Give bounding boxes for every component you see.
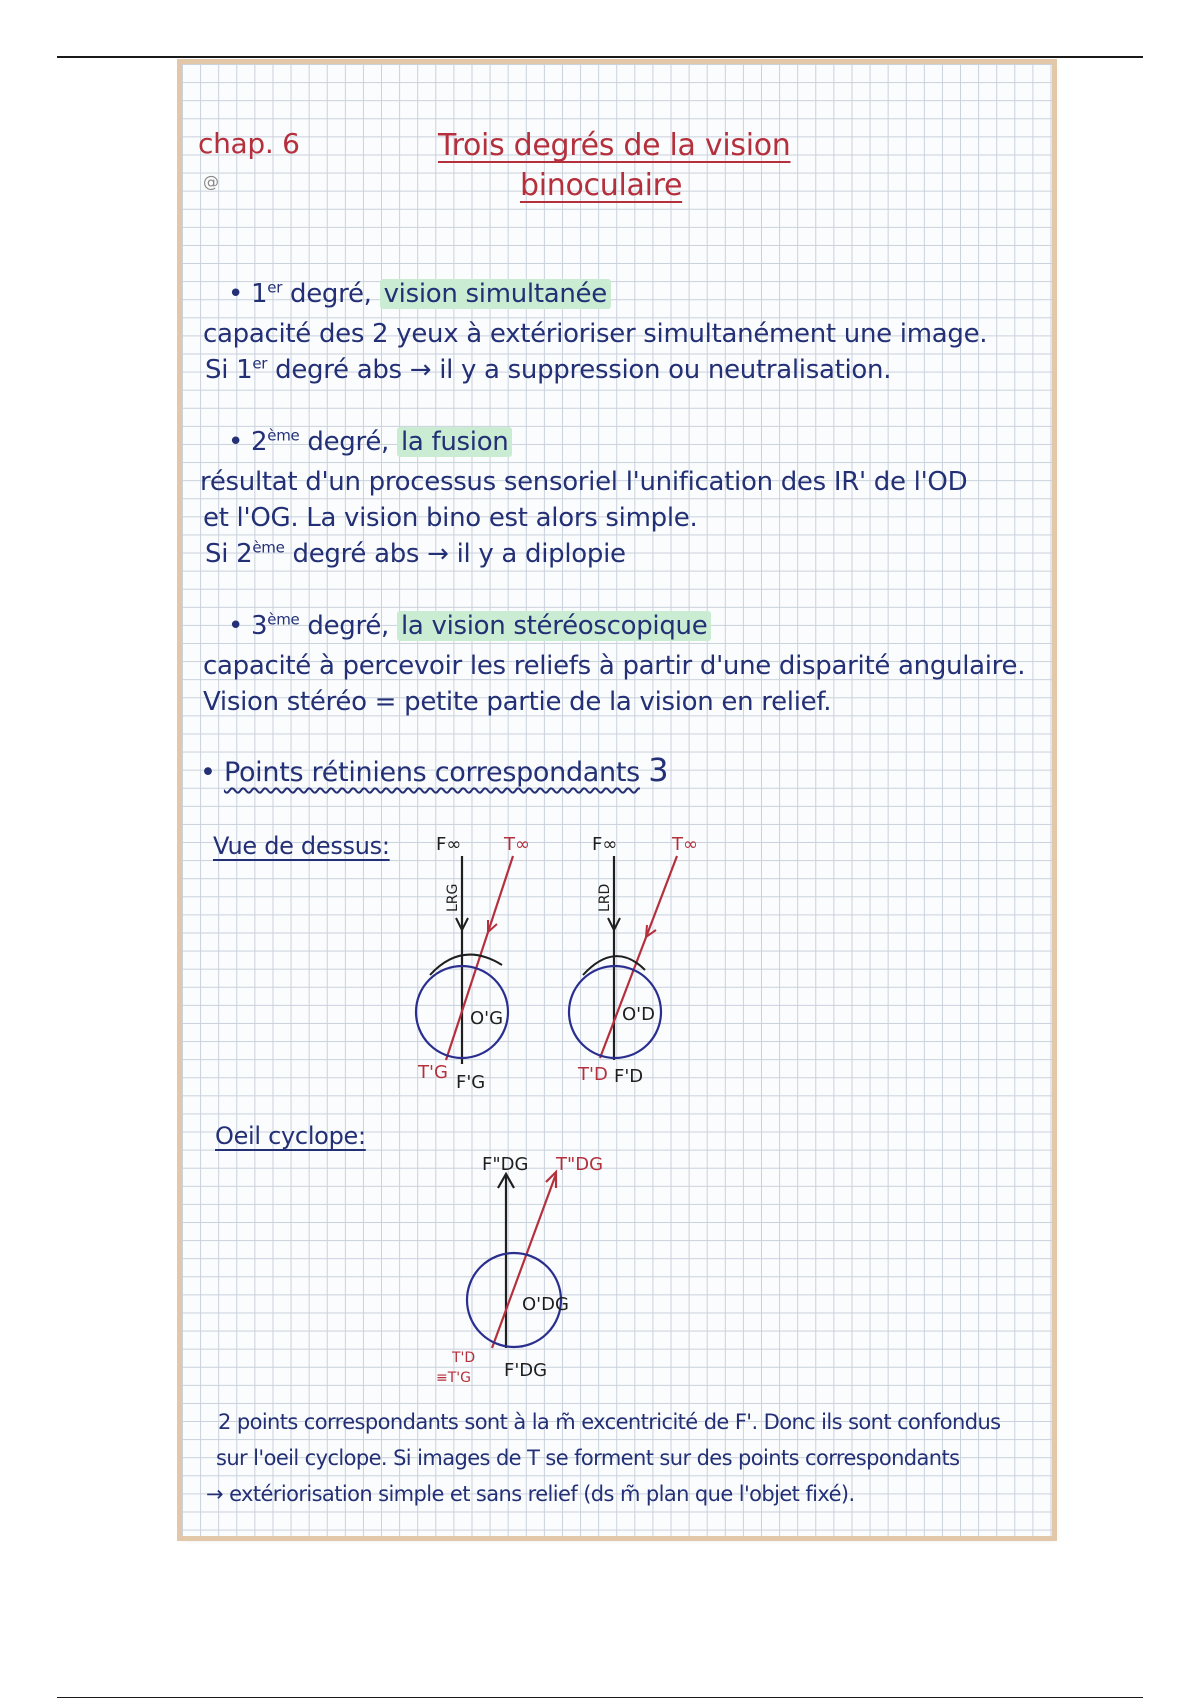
degree1-number: 1: [251, 279, 268, 309]
right-eye-f-inf: F∞: [592, 834, 618, 855]
right-eye-center-label: O'D: [622, 1004, 655, 1025]
chapter-label: chap. 6: [198, 127, 300, 160]
left-eye-center-label: O'G: [470, 1008, 504, 1029]
top-view-label: Vue de dessus:: [213, 832, 390, 860]
degree3-line2: Vision stéréo = petite partie de la vision en relief.: [203, 687, 832, 717]
degree2-sup: ème: [267, 426, 300, 445]
degree1-word: degré,: [290, 279, 372, 309]
section-title: Points rétiniens correspondants: [223, 757, 640, 788]
degree3-highlight: la vision stéréoscopique: [397, 611, 711, 641]
page-bottom-rule: [57, 1697, 1143, 1698]
degree1-highlight: vision simultanée: [380, 279, 611, 309]
degree2-word: degré,: [307, 427, 389, 457]
cyclope-label: Oeil cyclope:: [215, 1122, 366, 1150]
cyclope-t-bottom-1: T'D: [452, 1350, 476, 1366]
degree1-line2: Si 1er degré abs → il y a suppression ou neutralisation.: [205, 354, 892, 385]
cyclope-t-top: T"DG: [556, 1154, 604, 1175]
degree2-bullet: •: [228, 427, 244, 457]
conclusion-line2: sur l'oeil cyclope. Si images de T se forment sur des points correspondants: [216, 1446, 960, 1470]
left-eye-f-inf: F∞: [436, 834, 462, 855]
chapter-mark: @: [203, 172, 219, 191]
right-eye-axis-label: LRD: [597, 883, 613, 912]
degree3-line1: capacité à percevoir les reliefs à partir d'une disparité angulaire.: [203, 651, 1026, 681]
degree2-number: 2: [251, 427, 268, 457]
conclusion-line3: → extériorisation simple et sans relief (ds m̃ plan que l'objet fixé).: [206, 1482, 855, 1506]
left-eye-t-inf: T∞: [504, 834, 530, 855]
cyclope-t-bottom-2: ≡T'G: [436, 1370, 471, 1386]
degree1-sup: er: [267, 278, 283, 297]
section-bullet: •: [200, 757, 216, 788]
conclusion-line1: 2 points correspondants sont à la m̃ excentricité de F'. Donc ils sont confondus: [218, 1410, 1001, 1434]
right-eye-t-prime: T'D: [578, 1064, 608, 1085]
right-eye-f-prime: F'D: [614, 1066, 644, 1087]
degree2-highlight: la fusion: [397, 427, 513, 457]
page-title-line2: binoculaire: [520, 168, 683, 203]
degree2-line3: Si 2ème degré abs → il y a diplopie: [205, 538, 626, 569]
left-eye-axis-label: LRG: [445, 883, 461, 912]
cyclope-f-top: F"DG: [482, 1154, 529, 1175]
degree3-word: degré,: [307, 611, 389, 641]
right-eye-t-inf: T∞: [672, 834, 698, 855]
degree3-number: 3: [251, 611, 268, 641]
degree1-bullet: •: [228, 279, 244, 309]
degree3-bullet: •: [228, 611, 244, 641]
cyclope-center-label: O'DG: [522, 1294, 569, 1315]
degree1-line1: capacité des 2 yeux à extérioriser simultanément une image.: [203, 319, 988, 349]
degree2-line2: et l'OG. La vision bino est alors simple.: [203, 503, 698, 533]
degree3-sup: ème: [267, 610, 300, 629]
left-eye-f-prime: F'G: [456, 1072, 486, 1093]
section-brace: 3: [648, 751, 669, 789]
degree2-line1: résultat d'un processus sensoriel l'unification des IR' de l'OD: [200, 467, 968, 497]
cyclope-t-ray: [492, 1174, 556, 1348]
page-title-line1: Trois degrés de la vision: [438, 128, 791, 163]
left-eye-t-prime: T'G: [418, 1062, 448, 1083]
cyclope-f-bottom: F'DG: [504, 1360, 548, 1381]
